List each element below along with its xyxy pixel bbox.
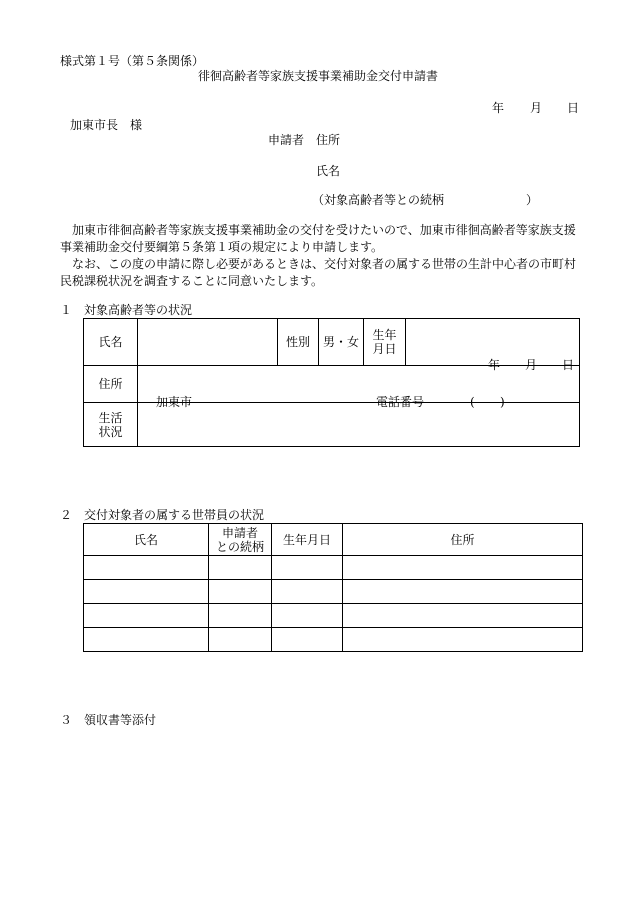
date-year-label: 年 [492,101,505,115]
phone-paren-close: ) [500,395,505,409]
col-header-address: 住所 [343,524,583,556]
birth-day-label: 日 [562,358,575,372]
elderly-name-field[interactable] [138,319,278,366]
member-name-cell[interactable] [84,580,209,604]
member-relation-cell[interactable] [209,604,272,628]
birth-year-label: 年 [488,358,501,372]
relation-close: ） [526,193,539,207]
applicant-name-label: 氏名 [316,164,341,178]
col-header-birthdate: 生年月日 [272,524,343,556]
phone-paren-open: ( [470,395,475,409]
form-number: 様式第１号（第５条関係） [60,54,205,68]
col-header-name: 氏名 [84,524,209,556]
sex-label: 性別 [278,319,319,366]
member-birthdate-cell[interactable] [272,604,343,628]
birthdate-label-line1: 生年 [372,328,397,342]
member-birthdate-cell[interactable] [272,580,343,604]
member-name-cell[interactable] [84,604,209,628]
member-relation-cell[interactable] [209,556,272,580]
applicant-address-label: 住所 [316,133,341,147]
elderly-address-label: 住所 [84,366,138,403]
birth-month-label: 月 [525,358,538,372]
table-row [84,628,583,652]
sex-options[interactable]: 男・女 [319,319,364,366]
date-day-label: 日 [567,101,580,115]
member-relation-cell[interactable] [209,628,272,652]
member-relation-cell[interactable] [209,580,272,604]
birthdate-field[interactable] [406,319,580,372]
col-header-relation [209,524,272,556]
life-status-label-line1: 生活 [98,410,123,425]
member-address-cell[interactable] [343,604,583,628]
elderly-address-field[interactable] [138,366,580,409]
phone-label: 電話番号 [376,395,425,409]
section3-heading: ３ 領収書等添付 [60,713,157,727]
table-row [84,556,583,580]
life-status-label-line2: 状況 [98,424,123,439]
life-status-field[interactable] [138,403,580,447]
addressee: 加東市長 様 [70,118,143,132]
elderly-name-label: 氏名 [84,319,138,366]
member-address-cell[interactable] [343,556,583,580]
date-month-label: 月 [530,101,543,115]
city-name: 加東市 [156,395,193,409]
table-row [84,604,583,628]
section2-heading: ２ 交付対象者の属する世帯員の状況 [60,508,265,522]
applicant-label: 申請者 [268,133,305,147]
col-header-relation-line2: との続柄 [215,539,264,554]
member-name-cell[interactable] [84,556,209,580]
member-birthdate-cell[interactable] [272,628,343,652]
life-status-label [84,403,138,447]
consent-statement: なお、この度の申請に際し必要があるときは、交付対象者の属する世帯の生計中心者の市町村民税課税状況を調査することに同意いたします。 [60,257,577,288]
elderly-status-table [83,318,580,447]
member-birthdate-cell[interactable] [272,556,343,580]
section1-heading: １ 対象高齢者等の状況 [60,303,193,317]
document-title: 徘徊高齢者等家族支援事業補助金交付申請書 [198,69,439,83]
application-statement: 加東市徘徊高齢者等家族支援事業補助金の交付を受けたいので、加東市徘徊高齢者等家族支援事業補助金交付要綱第５条第１項の規定により申請します。 [60,223,576,254]
household-members-table [83,523,583,652]
relation-label: （対象高齢者等との続柄 [312,193,445,207]
member-name-cell[interactable] [84,628,209,652]
member-address-cell[interactable] [343,580,583,604]
birthdate-label-line2: 月日 [372,342,397,356]
member-address-cell[interactable] [343,628,583,652]
birthdate-label [364,319,406,366]
col-header-relation-line1: 申請者 [221,525,258,540]
table-row [84,580,583,604]
